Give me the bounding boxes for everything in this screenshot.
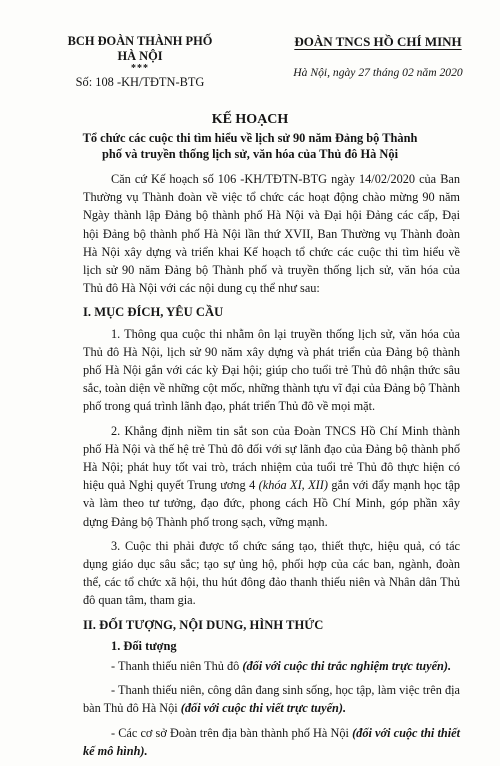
- purpose-paragraph-1: 1. Thông qua cuộc thi nhằm ôn lại truyền thống lịch sử, văn hóa của Thủ đô Hà Nội, lịch sử 90 năm xây dựng và phát triển của Đảng bộ thành phố Hà Nội gắn với các kỳ Đại hội; giúp cho tuổi trẻ Thủ đô nhận thức sâu sắc, toàn diện về những cột mốc, những thành tựu vĩ đại của Đảng bộ Thành phố trong quá trình lãnh đạo, phát triển Thủ đô về mọi mặt.: [83, 326, 460, 414]
- place-date: Hà Nội, ngày 27 tháng 02 năm 2020: [293, 66, 463, 79]
- document-subtitle: Tổ chức các cuộc thi tìm hiểu về lịch sử 90 năm Đảng bộ Thành phố và truyền thống lịch sử, văn hóa của Thủ đô Hà Nội: [82, 131, 418, 161]
- target-item-2-note: (đối với cuộc thi viết trực tuyến).: [180, 701, 347, 716]
- target-item-1: [83, 657, 460, 675]
- purpose-paragraph-2: [83, 422, 460, 531]
- target-item-2: [83, 681, 460, 717]
- purpose-paragraph-3: 3. Cuộc thi phải được tổ chức sáng tạo, thiết thực, hiệu quả, có tác dụng giáo dục sâu sắc; tạo sự ủng hộ, phối hợp của các ban, ngành, đoàn thể, các tổ chức xã hội, thu hút đông đảo thanh thiếu niên và Nhân dân Thủ đô quan tâm, tham gia.: [83, 538, 460, 608]
- document-title: KẾ HOẠCH: [211, 112, 289, 127]
- document-number: Số: 108 -KH/TĐTN-BTG: [75, 75, 205, 89]
- purpose-paragraph-2-italic: (khóa XI, XII): [258, 478, 328, 493]
- organization-block: [283, 34, 473, 79]
- subsection-heading-targets: 1. Đối tượng: [111, 638, 177, 653]
- section-heading-purpose: I. MỤC ĐÍCH, YÊU CẦU: [83, 305, 224, 320]
- target-item-3-text: - Các cơ sở Đoàn trên địa bàn thành phố Hà Nội: [111, 725, 353, 740]
- intro-paragraph: Căn cứ Kế hoạch số 106 -KH/TĐTN-BTG ngày 14/02/2020 của Ban Thường vụ Thành đoàn về việc tổ chức các hoạt động chào mừng 90 năm Ngày thành lập Đảng bộ thành phố Hà Nội và Đại hội Đảng các cấp, Đại hội Đảng bộ thành phố Hà Nội lần thứ XVII, Ban Thường vụ Thành đoàn Hà Nội xây dựng và triển khai Kế hoạch tổ chức các cuộc thi tìm hiểu về lịch sử 90 năm Đảng bộ Thành phố và truyền thống lịch sử, văn hóa của Thủ đô Hà Nội với các nội dung cụ thể như sau:: [83, 172, 460, 296]
- purpose-paragraph-2-text-a: 2. Khẳng định niềm tin sắt son của Đoàn TNCS Hồ Chí Minh thành phố Hà Nội và thế hệ trẻ Thủ đô đối với sự lãnh đạo của Đảng bộ thành phố Hà Nội; phát huy tốt vai trò, trách nhiệm của tuổi trẻ Thủ đô thực hiện có hiệu quả Nghị quyết Trung ương 4: [83, 423, 460, 493]
- section-heading-targets: II. ĐỐI TƯỢNG, NỘI DUNG, HÌNH THỨC: [83, 617, 324, 632]
- issuer-block: [60, 34, 220, 90]
- target-item-1-text: - Thanh thiếu niên Thủ đô: [111, 659, 243, 674]
- target-item-2-text: - Thanh thiếu niên, công dân đang sinh sống, học tập, làm việc trên địa bàn Thủ đô Hà Nội: [83, 683, 460, 716]
- target-item-1-note: (đối với cuộc thi trắc nghiệm trực tuyến).: [242, 659, 452, 674]
- purpose-paragraph-2-text-b: gắn với đẩy mạnh học tập và làm theo tư tưởng, đạo đức, phong cách Hồ Chí Minh, góp phần xây dựng Đảng bộ Thành phố trong sạch, vững mạnh.: [83, 478, 461, 529]
- target-item-3: [83, 724, 460, 760]
- issuer-name: BCH ĐOÀN THÀNH PHỐ HÀ NỘI: [67, 34, 213, 63]
- organization-name: ĐOÀN TNCS HỒ CHÍ MINH: [294, 34, 462, 49]
- target-item-3-note: (đối với cuộc thi thiết kế mô hình).: [83, 725, 460, 758]
- issuer-stars: ***: [131, 63, 149, 74]
- document-body: [83, 170, 460, 766]
